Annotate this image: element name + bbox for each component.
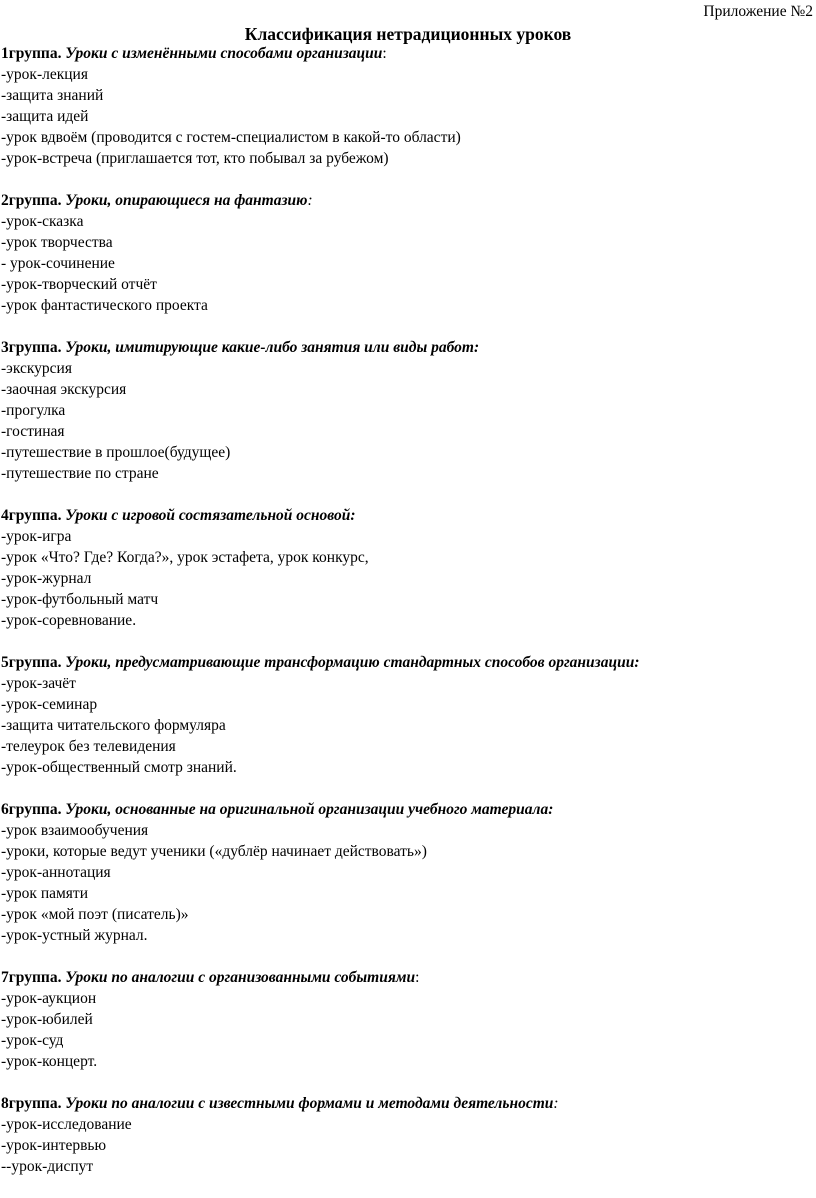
group-1 [1, 43, 816, 169]
list-item: -защита читательского формуляра [1, 717, 226, 734]
list-item: -урок-соревнование. [1, 612, 137, 629]
group-items [1, 1114, 816, 1177]
appendix-label: Приложение №2 [703, 3, 813, 20]
list-item: -экскурсия [1, 360, 72, 377]
list-item: -урок-семинар [1, 696, 98, 713]
list-item: -урок «Что? Где? Когда?», урок эстафета, урок конкурс, [1, 549, 369, 566]
list-item: -защита идей [1, 108, 89, 125]
group-number: 1группа. [1, 45, 62, 62]
list-item: -урок-сказка [1, 213, 84, 230]
group-heading [1, 652, 816, 673]
group-2 [1, 190, 816, 316]
list-item: -урок-футбольный матч [1, 591, 159, 608]
list-item: -урок-суд [1, 1032, 64, 1049]
document-title: Классификация нетрадиционных уроков [244, 24, 572, 44]
group-items [1, 673, 816, 778]
list-item: -урок-концерт. [1, 1053, 98, 1070]
list-item: -урок-встреча (приглашается тот, кто побывал за рубежом) [1, 150, 389, 167]
list-item: -уроки, которые ведут ученики («дублёр начинает действовать») [1, 843, 427, 860]
group-number: 4группа. [1, 507, 62, 524]
group-items [1, 358, 816, 484]
group-name: Уроки, основанные на оригинальной организации учебного материала: [65, 801, 554, 818]
list-item: - урок-сочинение [1, 255, 115, 272]
list-item: -урок фантастического проекта [1, 297, 208, 314]
group-items [1, 988, 816, 1072]
group-name: Уроки с изменёнными способами организации [65, 45, 383, 62]
list-item: -урок-исследование [1, 1116, 132, 1133]
list-item: -заочная экскурсия [1, 381, 127, 398]
group-items [1, 820, 816, 946]
group-number: 7группа. [1, 969, 62, 986]
list-item: -урок-устный журнал. [1, 927, 148, 944]
group-number: 6группа. [1, 801, 62, 818]
group-number: 8группа. [1, 1095, 62, 1112]
group-number: 5группа. [1, 654, 62, 671]
group-colon: : [415, 969, 420, 986]
group-7 [1, 967, 816, 1072]
group-name: Уроки с игровой состязательной основой: [65, 507, 356, 524]
list-item: -путешествие по стране [1, 465, 159, 482]
group-items [1, 211, 816, 316]
list-item: -урок «мой поэт (писатель)» [1, 906, 189, 923]
group-4 [1, 505, 816, 631]
group-name: Уроки, опирающиеся на фантазию [65, 192, 308, 209]
group-colon: : [553, 1095, 559, 1112]
group-8 [1, 1093, 816, 1177]
list-item: -путешествие в прошлое(будущее) [1, 444, 231, 461]
group-items [1, 526, 816, 631]
group-heading [1, 1093, 816, 1114]
list-item: -урок-журнал [1, 570, 92, 587]
list-item: -урок-юбилей [1, 1011, 93, 1028]
group-colon: : [307, 192, 313, 209]
group-5 [1, 652, 816, 778]
group-number: 3группа. [1, 339, 62, 356]
list-item: -урок-аннотация [1, 864, 111, 881]
list-item: -урок памяти [1, 885, 88, 902]
group-name: Уроки, имитирующие какие-либо занятия или виды работ: [65, 339, 480, 356]
group-items [1, 64, 816, 169]
list-item: -гостиная [1, 423, 65, 440]
list-item: -урок-общественный смотр знаний. [1, 759, 237, 776]
list-item: -урок-зачёт [1, 675, 76, 692]
group-heading [1, 967, 816, 988]
group-colon: : [382, 45, 387, 62]
list-item: -урок взаимообучения [1, 822, 149, 839]
list-item: --урок-диспут [1, 1158, 94, 1175]
list-item: -урок-интервью [1, 1137, 107, 1154]
group-number: 2группа. [1, 192, 62, 209]
document-body [1, 43, 816, 1198]
group-name: Уроки по аналогии с известными формами и методами деятельности [65, 1095, 554, 1112]
group-heading [1, 337, 816, 358]
list-item: -урок творчества [1, 234, 113, 251]
list-item: -урок-творческий отчёт [1, 276, 157, 293]
group-name: Уроки, предусматривающие трансформацию стандартных способов организации: [65, 654, 640, 671]
list-item: -урок вдвоём (проводится с гостем-специалистом в какой-то области) [1, 129, 461, 146]
group-name: Уроки по аналогии с организованными событиями [65, 969, 416, 986]
group-heading [1, 505, 816, 526]
group-heading [1, 799, 816, 820]
list-item: -урок-лекция [1, 66, 88, 83]
group-heading [1, 190, 816, 211]
list-item: -прогулка [1, 402, 66, 419]
list-item: -урок-аукцион [1, 990, 97, 1007]
group-6 [1, 799, 816, 946]
list-item: -телеурок без телевидения [1, 738, 176, 755]
list-item: -защита знаний [1, 87, 104, 104]
list-item: -урок-игра [1, 528, 72, 545]
group-3 [1, 337, 816, 484]
group-heading [1, 43, 816, 64]
